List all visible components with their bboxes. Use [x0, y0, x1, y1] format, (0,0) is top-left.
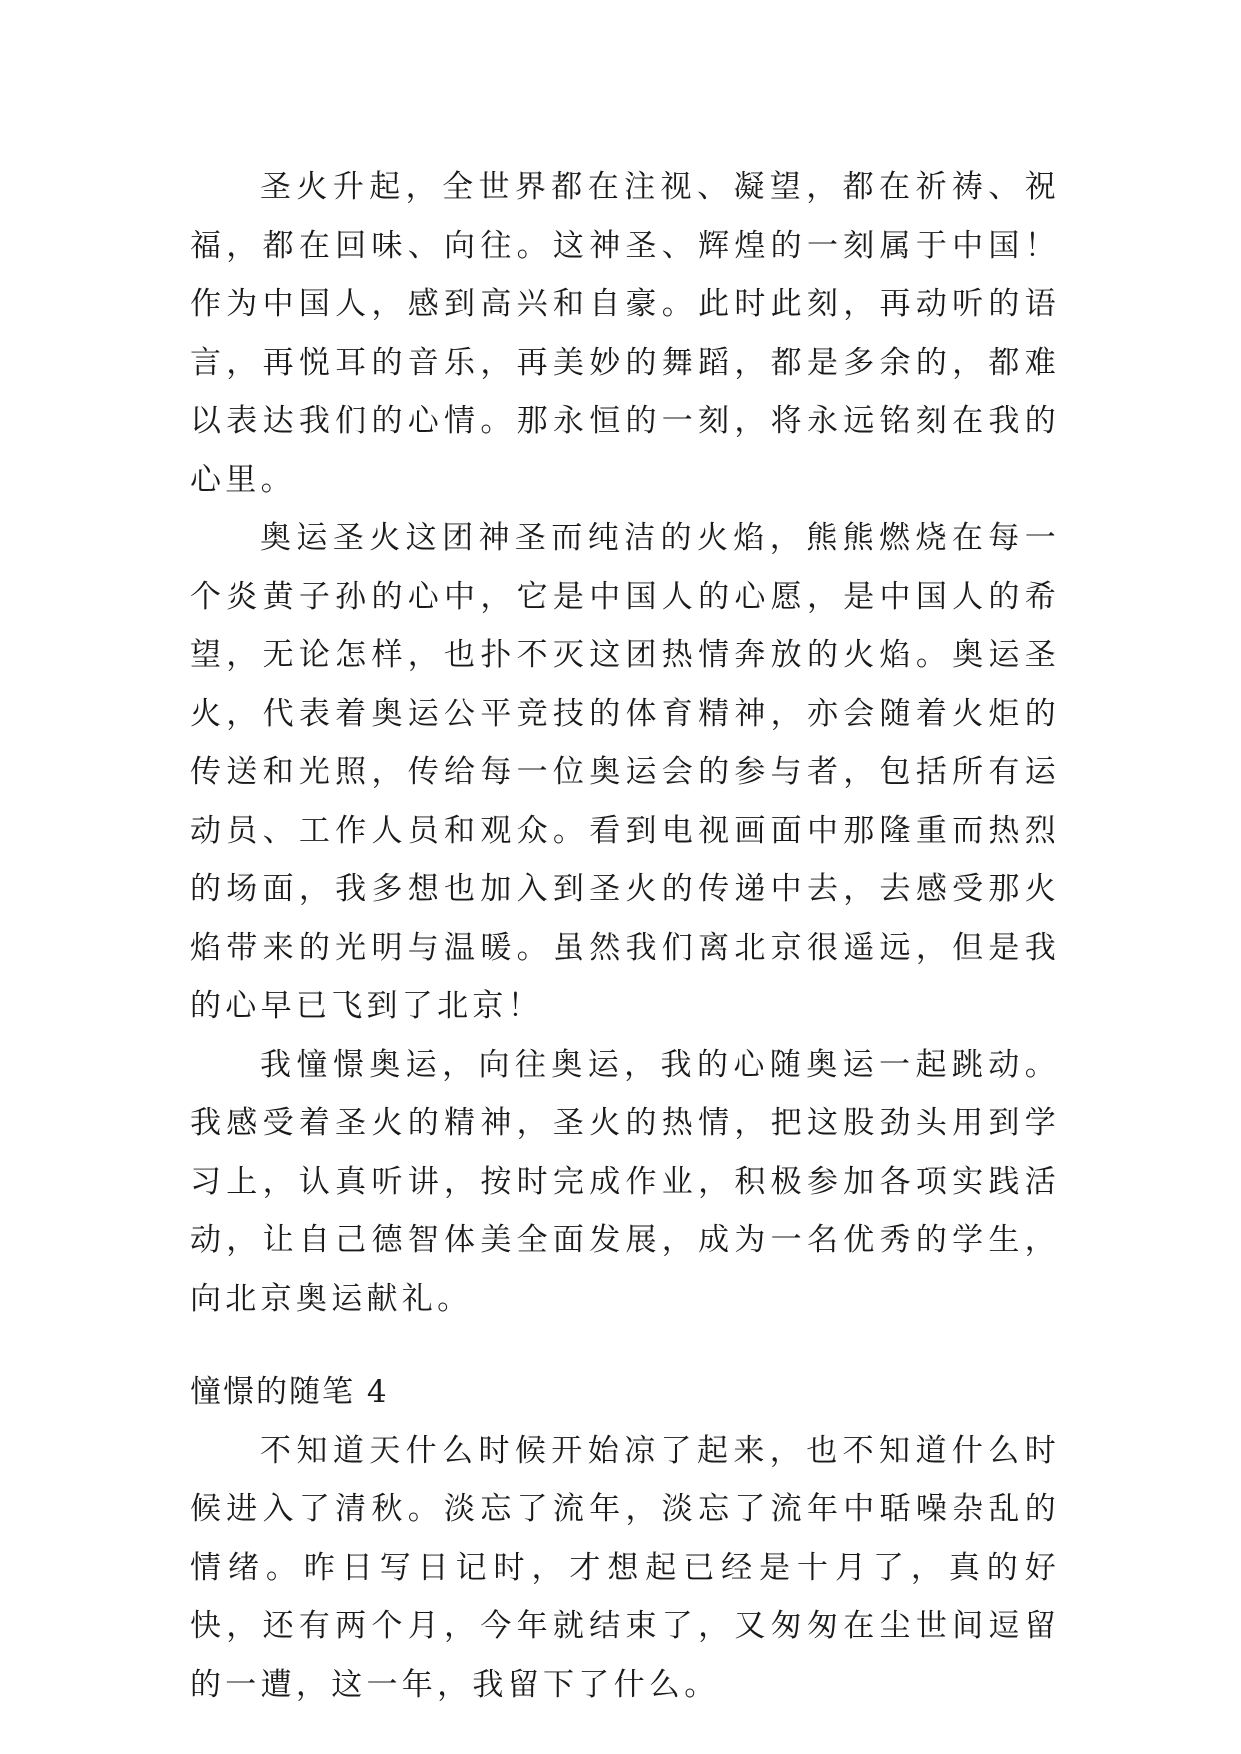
paragraph-olympic-flame-2: 奥运圣火这团神圣而纯洁的火焰，熊熊燃烧在每一个炎黄子孙的心中，它是中国人的心愿，是中国人的希望，无论怎样，也扑不灭这团热情奔放的火焰。奥运圣火，代表着奥运公平竞技的体育精神，亦会随着火炬的传送和光照，传给每一位奥运会的参与者，包括所有运动员、工作人员和观众。看到电视画面中那隆重而热烈的场面，我多想也加入到圣火的传递中去，去感受那火焰带来的光明与温暖。虽然我们离北京很遥远，但是我的心早已飞到了北京！	[190, 520, 1060, 1024]
section-title: 憧憬的随笔 4	[190, 1374, 389, 1410]
paragraph-olympic-flame-3: 我憧憬奥运，向往奥运，我的心随奥运一起跳动。我感受着圣火的精神，圣火的热情，把这股劲头用到学习上，认真听讲，按时完成作业，积极参加各项实践活动，让自己德智体美全面发展，成为一名优秀的学生，向北京奥运献礼。	[190, 1046, 1060, 1317]
document-page	[190, 158, 1060, 1714]
paragraph-essay-4-1: 不知道天什么时候开始凉了起来，也不知道什么时候进入了清秋。淡忘了流年，淡忘了流年中聒噪杂乱的情绪。昨日写日记时，才想起已经是十月了，真的好快，还有两个月，今年就结束了，又匆匆在尘世间逗留的一遭，这一年，我留下了什么。	[190, 1432, 1060, 1703]
paragraph-olympic-flame-1: 圣火升起，全世界都在注视、凝望，都在祈祷、祝福，都在回味、向往。这神圣、辉煌的一刻属于中国！作为中国人，感到高兴和自豪。此时此刻，再动听的语言，再悦耳的音乐，再美妙的舞蹈，都是多余的，都难以表达我们的心情。那永恒的一刻，将永远铭刻在我的心里。	[190, 169, 1060, 498]
